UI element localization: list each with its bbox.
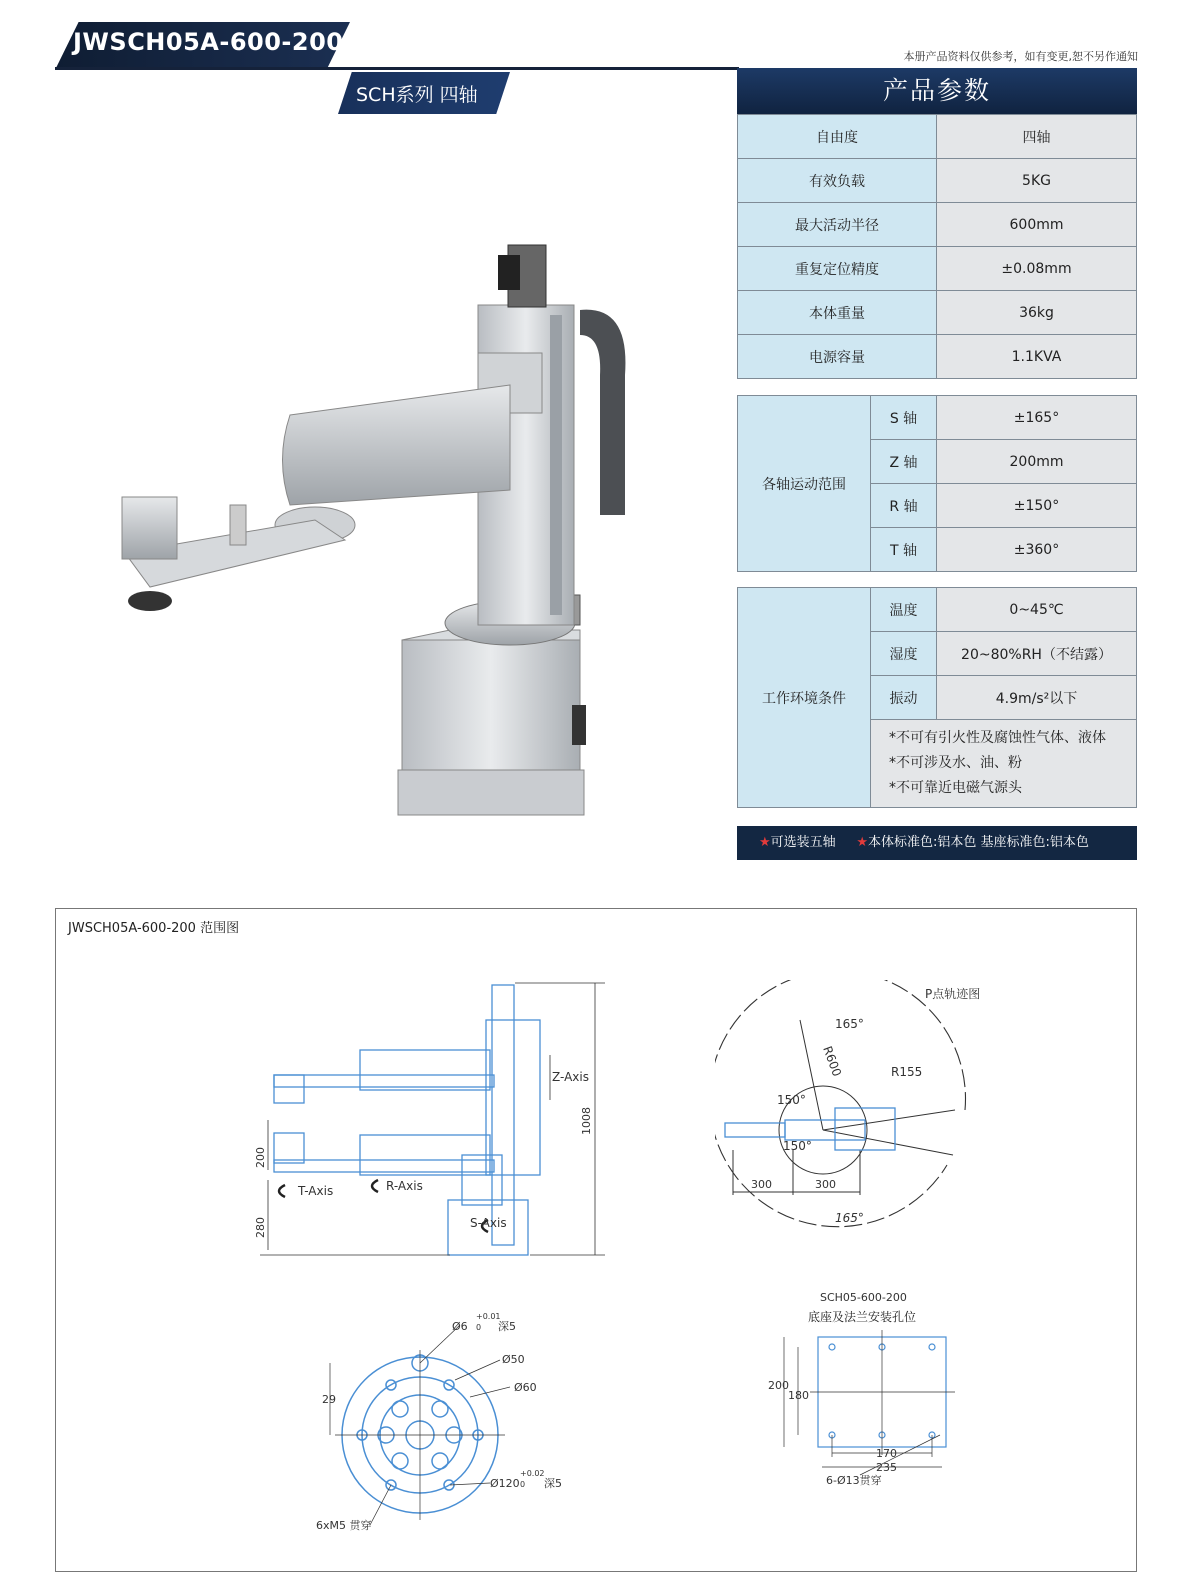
base-model: SCH05-600-200 [820, 1291, 907, 1304]
spec-label: 电源容量 [738, 335, 937, 379]
spec-label: 自由度 [738, 115, 937, 159]
star-icon: ★ [856, 835, 868, 850]
spec-value: 1.1KVA [937, 335, 1137, 379]
dim-a: 300 [751, 1178, 772, 1191]
hole-tol-top: +0.01 [476, 1312, 501, 1321]
header-rule [55, 67, 739, 70]
color-option: 本体标准色:铝本色 基座标准色:铝本色 [868, 835, 1089, 850]
dim-29: 29 [322, 1393, 336, 1406]
axis-name: S 轴 [871, 396, 937, 440]
env-note: *不可靠近电磁气源头 [889, 780, 1022, 796]
angle-r-bottom: 150° [783, 1139, 812, 1153]
table-row [738, 247, 1137, 291]
dim-170: 170 [876, 1447, 897, 1460]
env-note: *不可有引火性及腐蚀性气体、液体 [889, 730, 1106, 746]
robot-illustration [110, 235, 640, 825]
spec-label: 本体重量 [738, 291, 937, 335]
table-row [738, 588, 1137, 632]
side-view-drawing [250, 975, 620, 1265]
hole-tol-bottom: 0 [476, 1323, 482, 1332]
angle-bottom: 165° [835, 1211, 864, 1225]
dim-stroke: 200 [254, 1147, 267, 1168]
s-axis-label: S-Axis [470, 1216, 507, 1230]
env-value: 20~80%RH（不结露） [937, 632, 1137, 676]
model-title: JWSCH05A-600-200 [73, 28, 344, 56]
five-axis-option: 可选装五轴 [770, 835, 836, 850]
t-axis-label: T-Axis [298, 1184, 334, 1198]
spec-value: 5KG [937, 159, 1137, 203]
env-item: 湿度 [871, 632, 937, 676]
axis-range-label: 各轴运动范围 [738, 396, 871, 572]
hole-depth: 深5 [498, 1320, 516, 1333]
dim-235: 235 [876, 1461, 897, 1474]
table-row [738, 159, 1137, 203]
spec-label: 最大活动半径 [738, 203, 937, 247]
axis-name: R 轴 [871, 484, 937, 528]
spec-value: 四轴 [937, 115, 1137, 159]
spec-value: 36kg [937, 291, 1137, 335]
thread-label: 6xM5 贯穿 [316, 1519, 372, 1532]
axis-range-table [737, 395, 1137, 572]
table-row [738, 291, 1137, 335]
r-axis-label: R-Axis [386, 1179, 423, 1193]
angle-r-top: 150° [777, 1093, 806, 1107]
dim-200: 200 [768, 1379, 789, 1392]
star-icon: ★ [759, 835, 771, 850]
d120-depth: 深5 [544, 1477, 562, 1490]
spec-label: 重复定位精度 [738, 247, 937, 291]
env-notes [871, 720, 1137, 808]
spec-value: 600mm [937, 203, 1137, 247]
axis-value: ±360° [937, 528, 1137, 572]
dim-180: 180 [788, 1389, 809, 1402]
spec-label: 有效负载 [738, 159, 937, 203]
trajectory-title: P点轨迹图 [925, 987, 981, 1001]
env-value: 4.9m/s²以下 [937, 676, 1137, 720]
series-title: SCH系列 四轴 [356, 84, 478, 106]
radius-label: R600 [820, 1044, 845, 1079]
dim-base: 280 [254, 1217, 267, 1238]
d120-tol-top: +0.02 [520, 1469, 545, 1478]
environment-label: 工作环境条件 [738, 588, 871, 808]
dim-height: 1008 [580, 1107, 593, 1135]
axis-name: T 轴 [871, 528, 937, 572]
axis-value: ±165° [937, 396, 1137, 440]
table-row [738, 115, 1137, 159]
env-item: 温度 [871, 588, 937, 632]
spec-title: 产品参数 [737, 68, 1137, 114]
d120-tol-bottom: 0 [520, 1480, 526, 1489]
angle-top: 165° [835, 1017, 864, 1031]
hole-label: Ø6 [452, 1320, 468, 1333]
d50-label: Ø50 [502, 1353, 525, 1366]
table-row [738, 396, 1137, 440]
env-note: *不可涉及水、油、粉 [889, 755, 1022, 771]
spec-value: ±0.08mm [937, 247, 1137, 291]
range-drawing-title: JWSCH05A-600-200 范围图 [68, 921, 240, 936]
base-title: 底座及法兰安装孔位 [808, 1310, 917, 1324]
z-axis-label: Z-Axis [552, 1070, 589, 1084]
env-value: 0~45℃ [937, 588, 1137, 632]
d60-label: Ø60 [514, 1381, 537, 1394]
dim-b: 300 [815, 1178, 836, 1191]
base-holes-label: 6-Ø13贯穿 [826, 1474, 882, 1487]
basic-spec-table [737, 114, 1137, 379]
environment-table [737, 587, 1137, 808]
d120-label: Ø120 [490, 1477, 520, 1490]
trajectory-drawing [715, 980, 1015, 1260]
axis-value: 200mm [937, 440, 1137, 484]
env-item: 振动 [871, 676, 937, 720]
flange-drawing [300, 1305, 600, 1540]
axis-value: ±150° [937, 484, 1137, 528]
disclaimer-notice: 本册产品资料仅供参考，如有变更,恕不另作通知 [903, 50, 1138, 63]
axis-name: Z 轴 [871, 440, 937, 484]
table-row [738, 203, 1137, 247]
inner-radius-label: R155 [891, 1065, 923, 1079]
options-bar [737, 826, 1137, 860]
table-row [738, 335, 1137, 379]
base-holes-drawing [760, 1285, 1000, 1495]
